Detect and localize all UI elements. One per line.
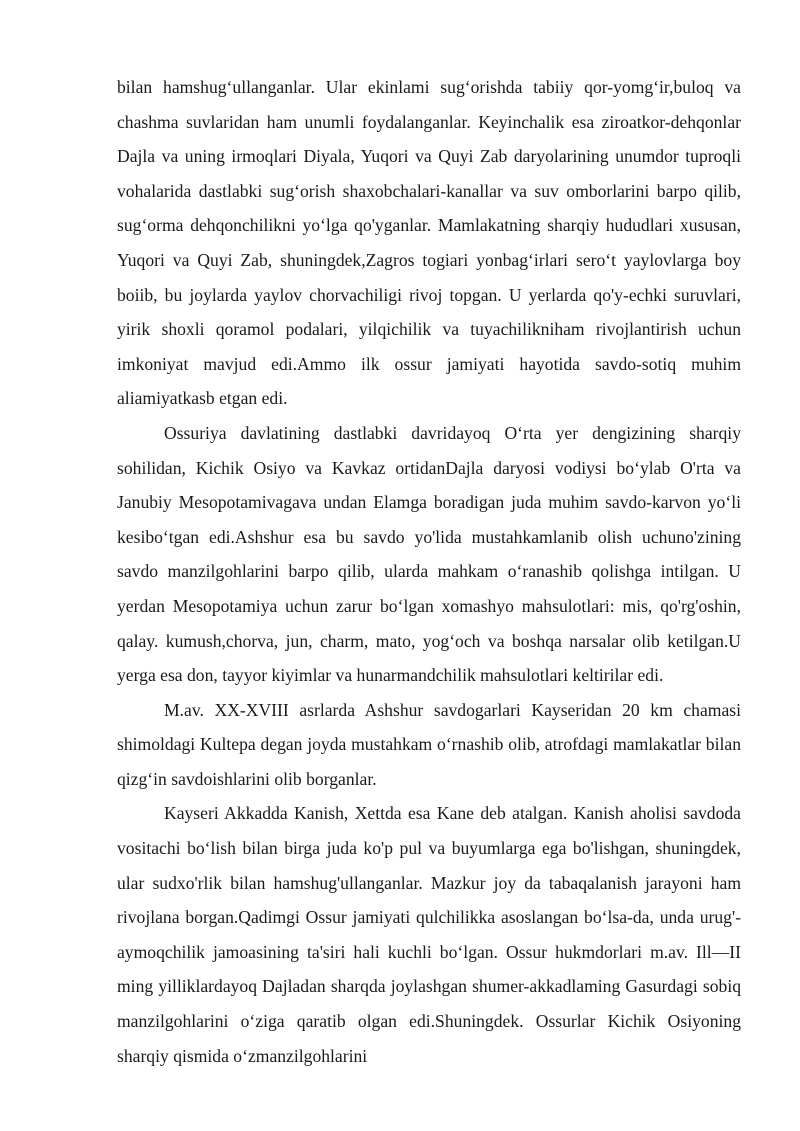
paragraph-kultepa: M.av. XX-XVIII asrlarda Ashshur savdogarlari Kayseridan 20 km chamasi shimoldagi Kultepa degan joyda mustahkam o‘rnashib olib, atrofdagi mamlakatlar bilan qizg‘in savdoishlarini olib borganlar. — [117, 699, 741, 789]
paragraph-continuation: bilan hamshug‘ullanganlar. Ular ekinlami sug‘orishda tabiiy qor-yomg‘ir,buloq va chashma suvlaridan ham unumli foydalanganlar. Keyinchalik esa ziroatkor-dehqonlar Dajla va uning irmoqlari Diyala, Yuqori va Quyi Zab daryolarining unumdor tuproqli vohalarida dastlabki sug‘orish shaxobchalari-kanallar va suv omborlarini barpo qilib, sug‘orma dehqonchilikni yo‘lga qo'yganlar. Mamlakatning sharqiy hududlari xususan, Yuqori va Quyi Zab, shuningdek,Zagros togiari yonbag‘irlari sero‘t yaylovlarga boy boiib, bu joylarda yaylov chorvachiligi rivoj topgan. U yerlarda qo'y-echki suruvlari, yirik shoxli qoramol podalari, yilqichilik va tuyachilikniham rivojlantirish uchun imkoniyat mavjud edi.Ammo ilk ossur jamiyati hayotida savdo-sotiq muhim aliamiyatkasb etgan edi. — [117, 77, 741, 409]
paragraph-ossuriya-trade-route: Ossuriya davlatining dastlabki davridayoq O‘rta yer dengizining sharqiy sohilidan, Kichik Osiyo va Kavkaz ortidanDajla daryosi vodiysi bo‘ylab O'rta va Janubiy Mesopotamivagava undan Elamga boradigan juda muhim savdo-karvon yo‘li kesibo‘tgan edi.Ashshur esa bu savdo yo'lida mustahkamlanib olish uchuno'zining savdo manzilgohlarini barpo qilib, ularda mahkam o‘ranashib qolishga intilgan. U yerdan Mesopotamiya uchun zarur bo‘lgan xomashyo mahsulotlari: mis, qo'rg'oshin, qalay. kumush,chorva, jun, charm, mato, yog‘och va boshqa narsalar olib ketilgan.U yerga esa don, tayyor kiyimlar va hunarmandchilik mahsulotlari keltirilar edi. — [117, 422, 741, 686]
paragraph-kanish: Kayseri Akkadda Kanish, Xettda esa Kane deb atalgan. Kanish aholisi savdoda vositachi bo‘lish bilan birga juda ko'p pul va buyumlarga ega bo'lishgan, shuningdek, ular sudxo'rlik bilan hamshug'ullanganlar. Mazkur joy da tabaqalanish jarayoni ham rivojlana borgan.Qadimgi Ossur jamiyati qulchilikka asoslangan bo‘lsa-da, unda urug'-aymoqchilik jamoasining ta'siri hali kuchli bo‘lgan. Ossur hukmdorlari m.av. Ill—II ming yilliklardayoq Dajladan sharqda joylashgan shumer-akkadlaming Gasurdagi sobiq manzilgohlarini o‘ziga qaratib olgan edi.Shuningdek. Ossurlar Kichik Osiyoning sharqiy qismida o‘zmanzilgohlarini — [117, 803, 741, 1066]
document-body — [117, 70, 741, 1073]
